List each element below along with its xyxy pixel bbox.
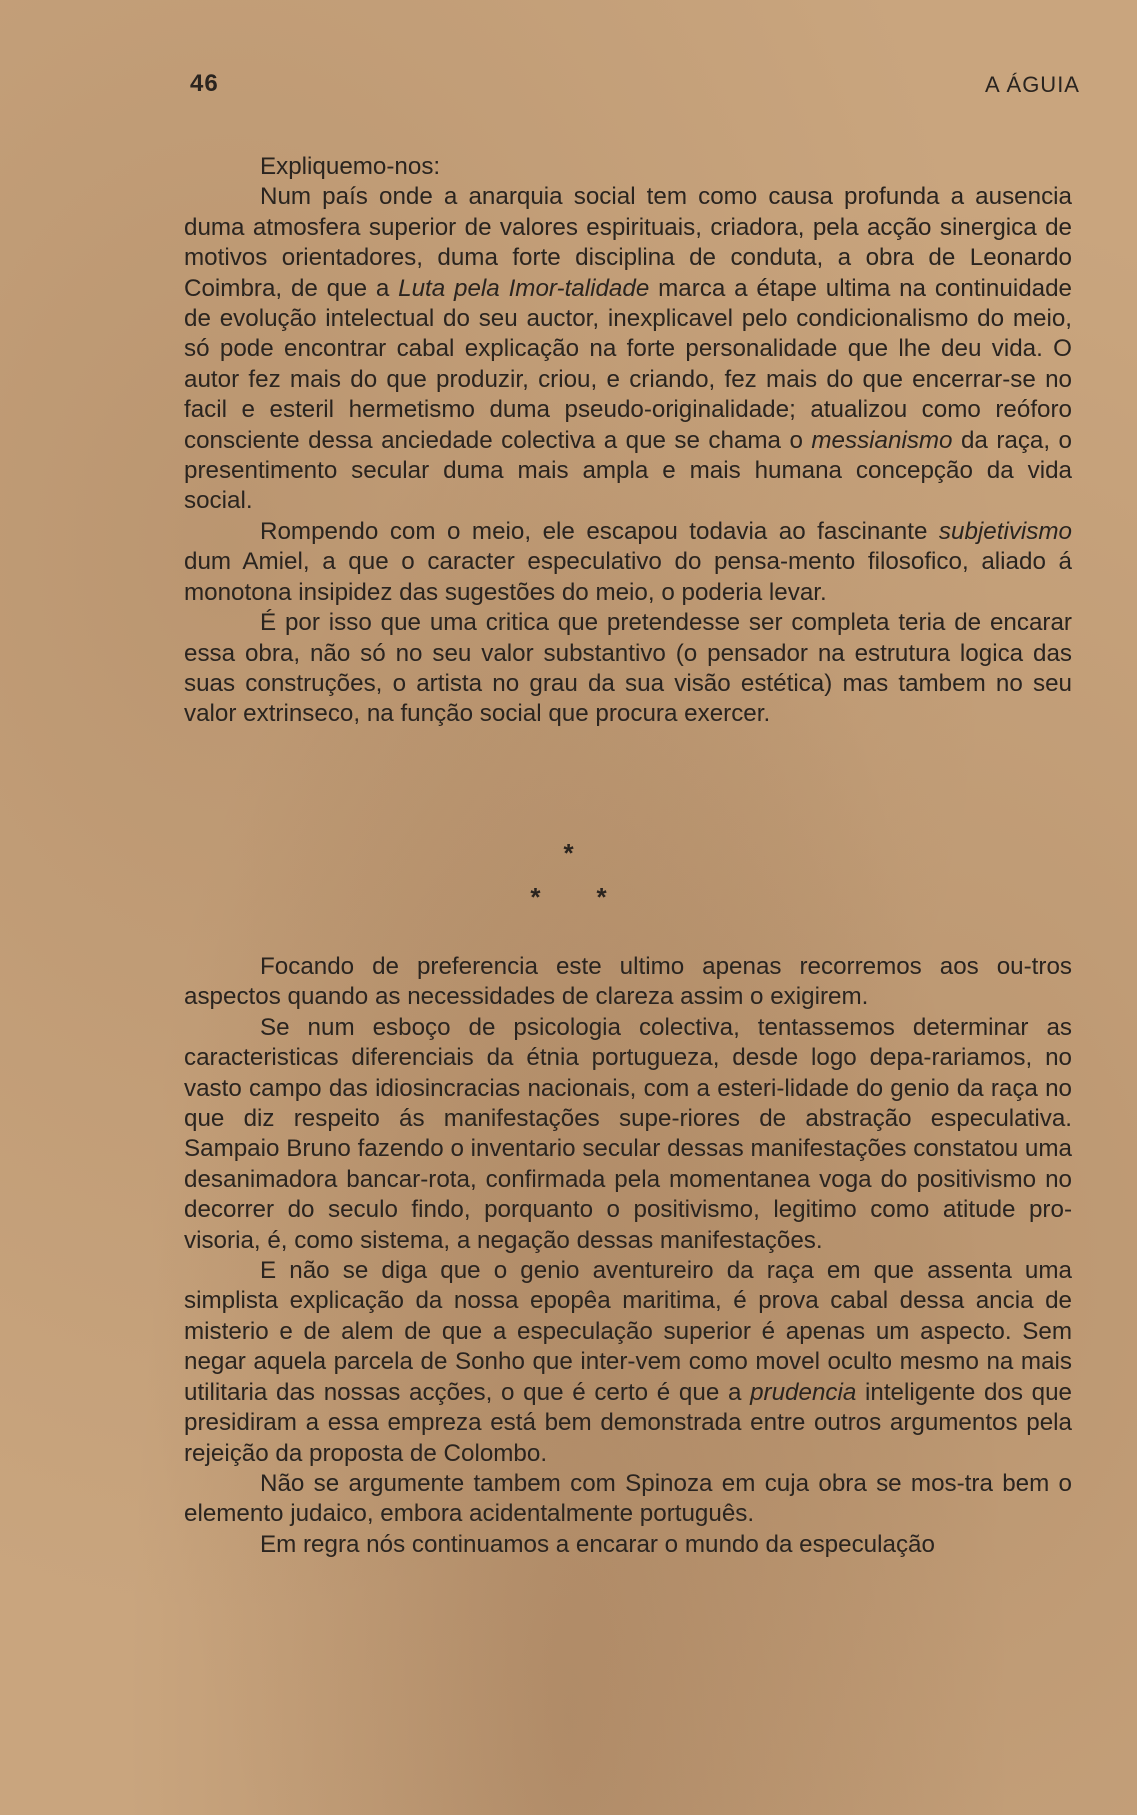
italic-term: messianismo	[811, 426, 953, 454]
section-separator-top: *	[563, 838, 574, 868]
book-title-italic: Luta pela Imor-talidade	[398, 274, 650, 302]
paragraph	[184, 152, 1072, 182]
paragraph	[184, 608, 1072, 730]
section-separator-bottom	[0, 882, 1137, 913]
paragraph	[184, 952, 1072, 1013]
paragraph	[184, 517, 1072, 608]
paragraph-text: da raça, o presentimento secular duma mais ampla e mais humana concepção da vida social.	[184, 426, 1072, 515]
paragraph-text: E não se diga que o genio aventureiro da raça em que assenta uma simplista explicação da nossa epopêa maritima, é prova cabal dessa ancia de misterio e de alem de que a especulação superior é apenas um aspecto. Sem negar aquela parcela de Sonho que inter-vem como movel oculto mesmo na mais utilitaria das nossas acções, o que é certo é que a	[184, 1257, 1072, 1406]
paragraph-text: Num país onde a anarquia social tem como causa profunda a ausencia duma atmosfera superior de valores espirituais, criadora, pela acção sinergica de motivos orientadores, duma forte disciplina de conduta, a obra de Leonardo Coimbra, de que a	[184, 183, 1072, 302]
paragraph	[184, 1013, 1072, 1256]
paragraph-text: Focando de preferencia este ultimo apenas recorremos aos ou-tros aspectos quando as necessidades de clareza assim o exigirem.	[184, 953, 1072, 1011]
paragraph-text: inteligente dos que presidiram a essa empreza está bem demonstrada entre outros argumentos pela rejeição da proposta de Colombo.	[184, 1378, 1072, 1467]
paragraph-text: Em regra nós continuamos a encarar o mundo da especulação	[260, 1530, 935, 1558]
italic-term: prudencia	[750, 1378, 857, 1406]
paragraph-text: dum Amiel, a que o caracter especulativo do pensa-mento filosofico, aliado á monotona insipidez das sugestões do meio, o poderia levar.	[184, 548, 1072, 606]
paragraph	[184, 1530, 1072, 1560]
paragraph-text: É por isso que uma critica que pretendesse ser completa teria de encarar essa obra, não só no seu valor substantivo (o pensador na estrutura logica das suas construções, o artista no grau da sua visão estética) mas tambem no seu valor extrinseco, na função social que procura exercer.	[184, 609, 1072, 728]
paragraph-text: marca a étape ultima na continuidade de evolução intelectual do seu auctor, inexplicavel pelo condicionalismo do meio, só pode encontrar cabal explicação na forte personalidade que lhe deu vida. O autor fez mais do que produzir, criou, e criando, fez mais do que encerrar-se no facil e esteril hermetismo duma pseudo-originalidade; atualizou como reóforo consciente dessa anciedade colectiva a que se chama o	[184, 274, 1072, 454]
separator-asterisk: *	[530, 882, 541, 912]
paragraph	[184, 182, 1072, 516]
separator-asterisk: *	[596, 882, 607, 912]
italic-term: subjetivismo	[938, 517, 1072, 545]
paragraph-text: Expliquemo-nos:	[260, 153, 441, 180]
upper-text-block	[184, 152, 1072, 730]
paragraph	[184, 1256, 1072, 1469]
lower-text-block	[184, 952, 1072, 1560]
paragraph	[184, 1469, 1072, 1530]
paragraph-text: Se num esboço de psicologia colectiva, tentassemos determinar as caracteristicas diferenciais da étnia portugueza, desde logo depa-rariamos, no vasto campo das idiosincracias nacionais, com a esteri-lidade do genio da raça no que diz respeito ás manifestações supe-riores de abstração especulativa. Sampaio Bruno fazendo o inventario secular dessas manifestações constatou uma desanimadora bancar-rota, confirmada pela momentanea voga do positivismo no decorrer do seculo findo, porquanto o positivismo, legitimo como atitude pro-visoria, é, como sistema, a negação dessas manifestações.	[184, 1013, 1072, 1254]
paragraph-text: Não se argumente tambem com Spinoza em cuja obra se mos-tra bem o elemento judaico, embora acidentalmente português.	[184, 1469, 1072, 1528]
paragraph-text: Rompendo com o meio, ele escapou todavia ao fascinante	[260, 517, 939, 545]
running-head: A ÁGUIA	[984, 72, 1080, 97]
page-number: 46	[190, 70, 219, 97]
